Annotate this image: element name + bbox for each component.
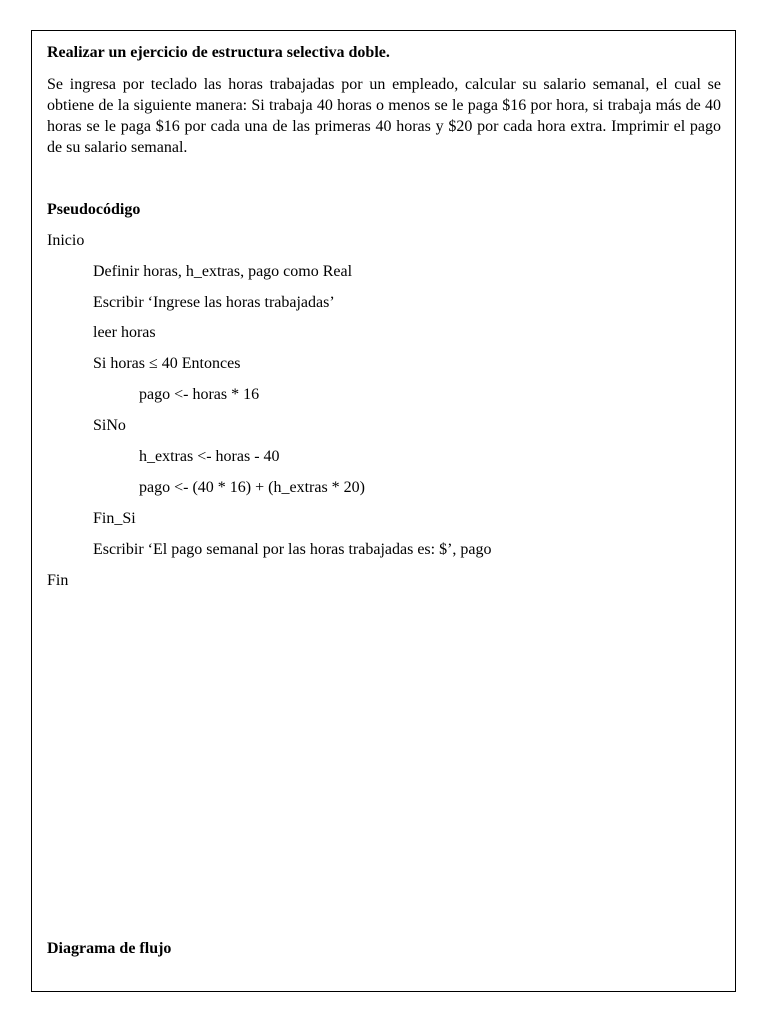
pseudocode-line: Escribir ‘El pago semanal por las horas trabajadas es: $’, pago (93, 541, 492, 558)
flowchart-heading: Diagrama de flujo (47, 940, 172, 957)
pseudocode-line: SiNo (93, 417, 126, 434)
pseudocode-line: Fin (47, 572, 69, 589)
pseudocode-line: h_extras <- horas - 40 (139, 448, 280, 465)
exercise-title: Realizar un ejercicio de estructura selectiva doble. (47, 44, 390, 61)
pseudocode-line: leer horas (93, 324, 156, 341)
pseudocode-line: Definir horas, h_extras, pago como Real (93, 263, 353, 280)
pseudocode-line: Si horas ≤ 40 Entonces (93, 355, 241, 372)
pseudocode-line: Fin_Si (93, 510, 136, 527)
pseudocode-line: pago <- horas * 16 (139, 386, 260, 403)
pseudocode-line: Inicio (47, 232, 85, 249)
pseudocode-line: Escribir ‘Ingrese las horas trabajadas’ (93, 294, 335, 311)
problem-statement: Se ingresa por teclado las horas trabajadas por un empleado, calcular su salario semanal, el cual se obtiene de la siguiente manera: Si trabaja 40 horas o menos se le paga $16 por hora, si trabaja más de 40 horas se le paga $16 por cada una de las primeras 40 horas y $20 por cada hora extra. Imprimir el pago de su salario semanal. (47, 76, 721, 156)
document-page (31, 30, 736, 992)
pseudocode-line: pago <- (40 * 16) + (h_extras * 20) (139, 479, 365, 496)
pseudocode-heading: Pseudocódigo (47, 201, 141, 218)
